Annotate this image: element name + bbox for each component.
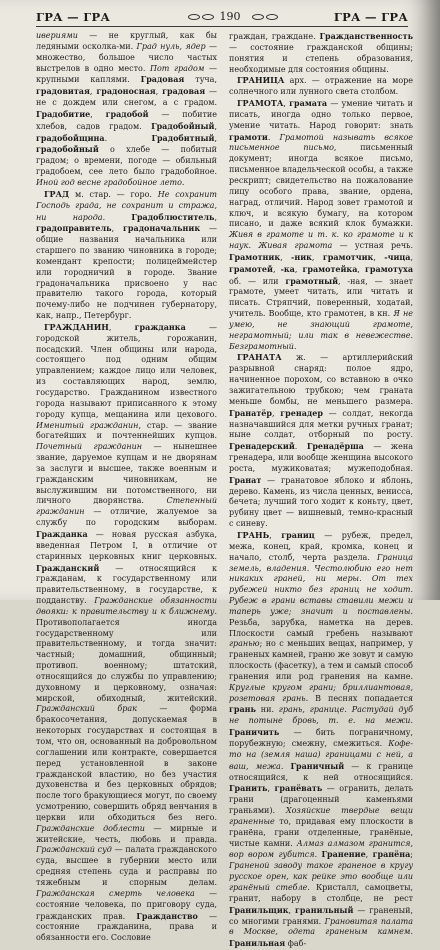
headword: Грамотник	[229, 251, 281, 262]
definition-text: фаб-	[285, 939, 307, 949]
definition-text: — жена гренадера, или вообще женщина высокого роста, мужиковатая; мужеподобная.	[229, 442, 414, 473]
headword: ГРАНЬ	[237, 529, 270, 540]
definition-text: — отличие, жалуемое за службу по городским выборам.	[36, 507, 217, 528]
definition-text: — умение читать и писать, иногда одно только первое, умение читать. Народ говорит: знать	[229, 99, 413, 130]
page-header	[36, 10, 408, 27]
headword: Гранить	[229, 783, 268, 794]
example-text: Алмаз алмазом гранится, вор вором губится	[229, 838, 413, 860]
headword: грамотчик	[322, 251, 374, 262]
definition-text: ни.	[255, 705, 279, 715]
headword: гранильный	[295, 904, 354, 915]
right-column	[229, 31, 414, 949]
example-text: Круглые кругом грани; бриллиантовая, розетовая грань	[229, 682, 413, 703]
definition-text: .	[267, 132, 280, 142]
definition-text: — рубеж, предел, межа, конец, край, кромка, конец и начало, столб, черта раздела.	[229, 530, 413, 562]
headword: ГРАЖДАНИН	[44, 321, 109, 332]
definition-text: — бить пограничному, порубежную; смежну, смежиться.	[229, 728, 413, 748]
definition-text: . В песнях попадается	[305, 693, 413, 703]
headword: градовитая	[36, 86, 90, 97]
definition-text: .	[102, 212, 132, 222]
headword: ГРАД	[44, 188, 70, 199]
headword: ГРАМОТА	[237, 98, 284, 109]
headword: градобойщина	[36, 132, 105, 143]
definition-text: — относящийся к гражданам, к государственному или правительственному, в государстве, к подданству.	[36, 563, 217, 606]
headword: Гранение	[321, 849, 366, 860]
definition-text: то, придавая ему плоскости в гранёна, грани отделенные, гранёные, чистые камни.	[229, 816, 413, 848]
definition-text: , стар. — звание богатейших и почтеннейших купцов.	[36, 420, 217, 441]
dictionary-entry	[229, 352, 413, 530]
definition-text: ,	[90, 109, 106, 119]
ornament-icon	[188, 14, 214, 20]
headword: Гранильная	[229, 938, 286, 949]
headword: Гранат	[229, 474, 262, 485]
headword: градовая	[162, 86, 206, 97]
example-text: Гражданский суд	[36, 845, 112, 855]
headword: Гранатёр	[229, 407, 272, 418]
example-text: грань, границе	[278, 705, 345, 715]
definition-text: ,	[357, 264, 366, 274]
definition-text: — побитие хлебов, садов градом.	[36, 109, 217, 131]
definition-text: ,	[269, 530, 282, 540]
definition-text: , письменный документ; иногда всякое письмо, письменное владельческой особы, а также рескрипт; свидетельство на пожалование лицу особого права, звание, ордена, наград, отличий. Народ зовет грамотой и ключ, и всякую бумагу, на котором писано, и даже всякий клок бумажки.	[229, 143, 414, 229]
headword: ГРАНАТА	[237, 352, 282, 363]
headword: Гражданство	[136, 910, 198, 921]
definition-text: .	[181, 177, 185, 187]
headword: грамотей	[229, 263, 273, 274]
definition-text: граждан, граждане.	[229, 32, 320, 41]
headword: гранёна	[372, 849, 411, 860]
example-text: Гражданские обязанности двояки: к правительству и к ближнему	[36, 596, 217, 616]
definition-text: .	[294, 442, 307, 452]
example-text: Гражданский брак	[36, 704, 137, 714]
example-text: Гражданская смерть человека	[36, 888, 195, 898]
definition-text: . Кристалл, самоцветы, гранит, набору в столбце, не рест	[229, 882, 413, 903]
example-text: Кофе-то на (земля наша) границами с ней, а ваш, межа	[229, 739, 413, 771]
definition-text: ,	[214, 133, 217, 143]
headword: градоначальник	[123, 223, 201, 234]
definition-text: — не круглый, как бы ледяными осколка-ми.	[36, 31, 217, 51]
definition-text: ,	[155, 87, 163, 97]
headword: границ	[281, 529, 315, 540]
example-text: Живя в грамоте и т. к. ко грамоте и к наук. Живая грамота	[229, 230, 413, 251]
definition-text: .	[280, 761, 291, 771]
headword: Градобойный	[151, 120, 215, 131]
headword: градоносная	[96, 86, 156, 97]
definition-text: ,	[311, 252, 323, 262]
definition-text: . Противополагается иногда государственному или правительственному, и тогда значит: частный; домашний, общинный; противоп. военному; штатский, относящийся до службы по управлению; духовному и церковному, означая: мирской, обиходный, житейский.	[36, 606, 217, 703]
definition-text: — общие названия начальника или старшего по званию чиновника в городе; комендант крепости; полицеймейстер или городничий в городе. Звание градоначальника присвоено у нас правителю такого города, который почему-либо не подчинен губернатору, как, напр., Петербург.	[36, 224, 217, 321]
definition-text: — состояние гражданской общины; понятия и степень образования, необходимые для состояния общины.	[229, 42, 413, 74]
definition-text: — граненый, со многими гранями.	[229, 905, 414, 926]
headword: градоправитель	[36, 223, 112, 234]
definition-text: .	[410, 716, 413, 726]
definition-text: .	[410, 927, 413, 937]
headword: грамотейка	[302, 263, 358, 274]
headword: Градоблюститель	[131, 211, 215, 222]
headword: грамотный	[285, 275, 339, 286]
headword: гранёвать	[274, 783, 323, 794]
definition-text: — палата гражданского суда, высшее в губернии место или средняя степень суда и расправы по тяжебным и спорным делам.	[36, 845, 217, 887]
definition-text: ,	[365, 850, 373, 860]
definition-text: — форма бракосочетания, допускаемая в некоторых государствах и состоящая в том, что он, основанный на добровольном соглашении или контракте, совершается перед установленной в законе гражданской властию, но без участия духовенства и без церковных обрядов; после того бракующиеся могут, по своему усмотрению, совершить обряд венчания в церкви или обходиться без него.	[36, 704, 217, 822]
headword: грамотуха	[365, 263, 414, 274]
dictionary-entry	[36, 189, 217, 322]
definition-text: — городской житель, горожанин, посадский. Член общины или народа, состоящего под одним общим управлением; каждое лицо или человек, из составляющих народ, землю, государство. Гражданином известного города называют приписанного к этому городу купца, мещанина или цехового.	[36, 322, 217, 419]
definition-text: .	[314, 850, 322, 860]
running-head-right: ГРА — ГРА	[333, 10, 408, 24]
definition-text: — множество, большое число частых выстрелов в одно место.	[36, 41, 217, 73]
example-text: Грамотой называть всякое письменное письмо	[229, 132, 414, 153]
definition-text: ;	[410, 850, 413, 860]
definition-text: — не с дождем или снегом, а с градом.	[36, 87, 218, 108]
example-text: Я не умею, не знающий грамоте, неграмотный; или так в невежестве	[229, 309, 414, 340]
definition-text: ,	[111, 224, 124, 234]
definition-text: ,	[272, 264, 281, 274]
headword: -чица	[384, 251, 411, 262]
definition-text: ,	[214, 212, 217, 222]
definition-text: — устная речь.	[332, 241, 414, 251]
definition-text: — крупными каплями.	[36, 63, 218, 85]
example-text: гранью	[229, 639, 260, 649]
definition-text: ,	[214, 121, 217, 131]
definition-text: .	[104, 133, 152, 143]
headword: грамоти	[229, 131, 268, 142]
running-head-left: ГРА — ГРА	[36, 10, 111, 24]
headword: гренадер	[280, 407, 323, 418]
headword: градобой	[105, 108, 149, 119]
dictionary-entry	[229, 75, 413, 98]
example-text: ивериями	[36, 31, 78, 40]
definition-text: .	[344, 705, 352, 715]
headword: Градобитие	[36, 108, 91, 119]
headword: -ник	[291, 251, 312, 262]
example-text: Пот градом	[150, 63, 205, 73]
headword: -ка	[280, 263, 295, 274]
definition-text: .	[293, 341, 297, 351]
definition-text: туча,	[184, 75, 217, 85]
definition-text: — к границе относящийся, к ней относящийся.	[229, 761, 414, 782]
headword: Гренадёрша	[306, 441, 364, 452]
headword: ГРАНИЦА	[237, 75, 285, 86]
definition-text: ж. — артиллерийский разрывной снаряд: полое ядро, начиненное порохом, со вставною в очко зажигательною трубкою; чем граната меньше бомбы, не меньшего размера.	[229, 353, 413, 406]
definition-text: ,	[280, 252, 292, 262]
definition-text: — нынешнее звание, даруемое купцам и не дворянам за заслуги и высшее, также военным и гражданским чиновникам, не выслужившим ни потомственного, ни личного дворянства.	[36, 442, 217, 506]
definition-text: арх. — отражение на море солнечного или лунного света столбом.	[229, 76, 413, 97]
definition-text: ,	[283, 99, 290, 109]
definition-text: ,	[373, 252, 385, 262]
headword: Граничить	[229, 727, 280, 738]
headword: Гражданский	[36, 562, 100, 573]
example-text: Грановитая палата в Москве, одета граненым камнем	[229, 916, 413, 937]
definition-text: — новая русская азбука, введенная Петром I, в отличие от старинных церковных книг церковных.	[36, 529, 217, 561]
definition-text: ,	[271, 408, 281, 418]
definition-text: м. стар. — горо.	[69, 189, 158, 199]
example-text: Степенный гражданин	[36, 496, 217, 517]
headword: Граничный	[290, 760, 345, 771]
page-number-block	[188, 10, 278, 23]
example-text: Безграмотный	[229, 341, 294, 351]
definition-text: о хлебе — побитый градом; о времени, погоде — обильный градобоем, сее лето было градобойное.	[36, 145, 217, 177]
headword: Гражданственность	[319, 31, 413, 41]
definition-text: ,	[89, 87, 97, 97]
definition-text: ,	[108, 322, 135, 332]
example-text: Гражданские доблести	[36, 823, 145, 833]
headword: Градобитный	[151, 132, 215, 143]
dictionary-entry	[36, 31, 217, 189]
definition-text: ,	[410, 252, 414, 262]
example-text: Град нуль, ядер	[136, 41, 206, 51]
dictionary-entry	[36, 322, 217, 944]
example-text: Именитый гражданин	[36, 420, 139, 430]
definition-text: — состояние человека, по приговору суда, гражданских прав.	[36, 888, 217, 921]
dictionary-entry	[229, 530, 413, 950]
headword: грань	[229, 704, 256, 715]
definition-text: об. — или	[229, 276, 286, 286]
example-text: Не сохранит Господь града, не сохранит и стража, ни народа	[36, 189, 217, 222]
definition-text: ,	[294, 264, 303, 274]
dictionary-entry	[229, 31, 413, 75]
example-text: Почетный гражданин	[36, 442, 143, 452]
headword: градобойный	[36, 144, 99, 155]
definition-text: .	[410, 330, 413, 340]
definition-text: . Резьба, зарубка, наметка на дерев. Плоскости самый гребень называют	[229, 606, 413, 638]
definition-text: — огранить, делать грани (драгоценный каменьями граньями).	[229, 784, 413, 816]
headword: Градовая	[140, 74, 185, 85]
page-number: 190	[219, 10, 241, 23]
definition-text: .	[410, 585, 413, 595]
definition-text: — мирные и житейские, честь, любовь и правда.	[36, 823, 217, 844]
definition-text: — солдат, некогда назначавшийся для метки ручных гранат; ныне солдат, отборный по росту.	[229, 408, 413, 440]
example-text: Иной год весне градобойное лето	[36, 177, 182, 187]
headword: Гренадерский	[229, 441, 295, 452]
ornament-icon	[252, 14, 278, 20]
example-text: Граница земель, владения. Честолюбию его нет никаких граней, ни меры. От тех рубежей никто без границ не ходит	[229, 552, 413, 595]
definition-text: ,	[267, 784, 275, 794]
definition-text: — гранатовое яблоко и яблонь, дерево. Камень, из числа ценных, венисса, бечета; лучший того ходит к коньту, цвет, рубину цвет — вишневый, темно-красный с синеву.	[229, 475, 413, 529]
definition-text: ; но с меньших вещах, например, у граненых камней, граню же зовут и самую плоскость (фасетку), а тем и самый способ гранения или род гранения на камне.	[229, 639, 413, 681]
example-text: Граненой заводу такое граненое в кругу русское орен, как рейке это вообще или гранёный стебле	[229, 861, 413, 892]
left-column	[36, 31, 218, 943]
definition-text: , -ная, — знает грамоте, умеет читать, или читать и писать. Стряпчий, поверенный, ходатай, учитель. Вообще, кто грамотен, в кн.	[229, 276, 413, 319]
definition-text: — состояние гражданина, права и обязанности его. Сословие	[36, 911, 217, 943]
headword: Гражданка	[36, 528, 88, 539]
headword: грамата	[289, 98, 328, 109]
example-text: Растудай дуб не потыне бровь, т. е. на межи	[229, 705, 414, 726]
dictionary-entry	[229, 98, 413, 352]
headword: Гранильщик	[229, 904, 289, 915]
headword: гражданка	[134, 321, 186, 332]
example-text: Хозяйские твердые вещи граненные	[229, 806, 413, 826]
example-text: Рубеж в грани вставы ставили межи и таперь уже; значит и поставлены	[229, 596, 413, 616]
definition-text: ,	[288, 905, 296, 915]
